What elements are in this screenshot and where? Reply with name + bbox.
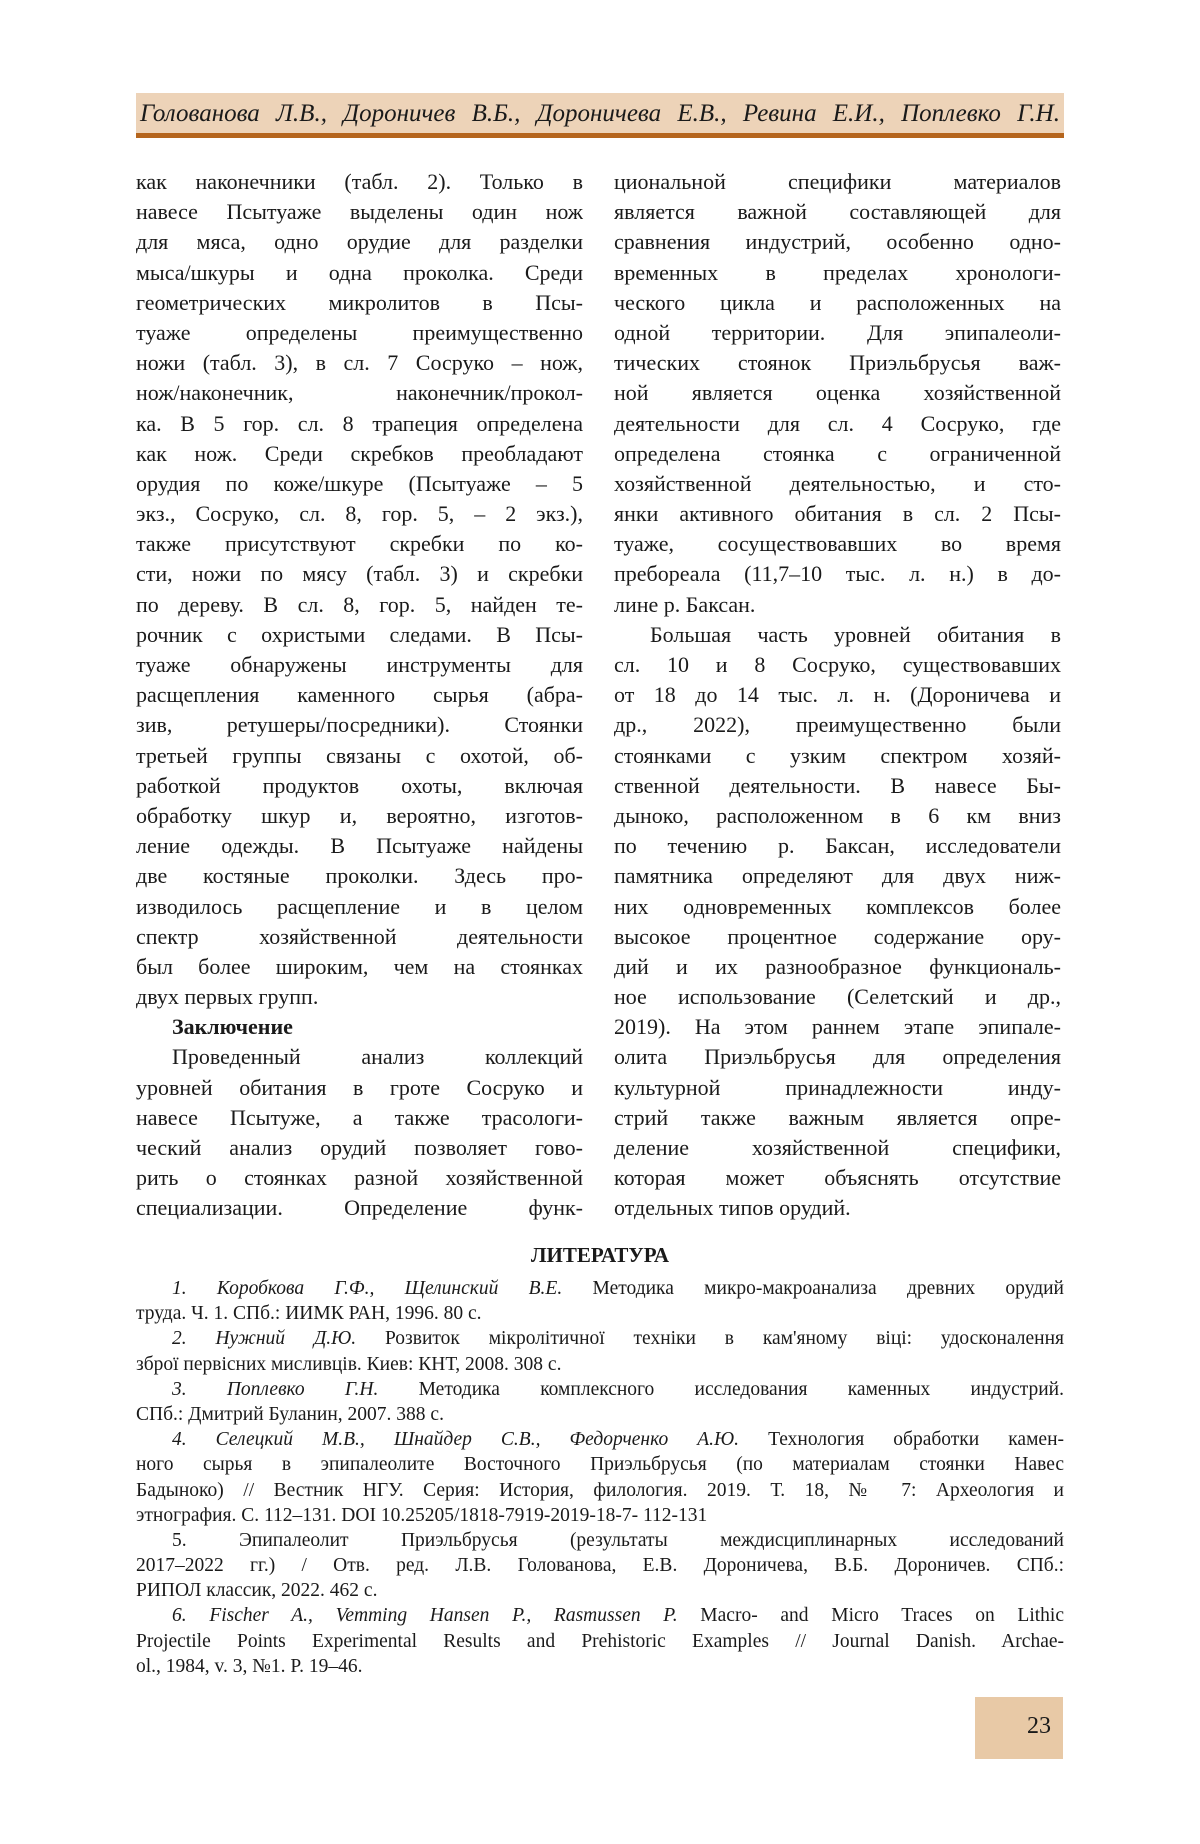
text-line: туаже определены преимущественно <box>136 318 583 348</box>
text-line: циональной специфики материалов <box>614 167 1061 197</box>
reference-text: РИПОЛ классик, 2022. 462 с. <box>136 1580 377 1601</box>
reference-line <box>136 1452 1064 1477</box>
text-line: мыса/шкуры и одна проколка. Среди <box>136 258 583 288</box>
reference-text: Методика комплексного исследования каменных индустрий. <box>378 1379 1064 1400</box>
text-line: работкой продуктов охоты, включая <box>136 771 583 801</box>
reference-text: этнография. С. 112–131. DOI 10.25205/1818-7919-2019-18-7- 112-131 <box>136 1505 707 1526</box>
text-line: от 18 до 14 тыс. л. н. (Дороничева и <box>614 680 1061 710</box>
text-line: нож/наконечник, наконечник/прокол- <box>136 378 583 408</box>
text-line: навесе Псытуже, а также трасологи- <box>136 1103 583 1133</box>
text-line: культурной принадлежности инду- <box>614 1073 1061 1103</box>
reference-authors: 3. Поплевко Г.Н. <box>172 1379 378 1400</box>
text-line: спектр хозяйственной деятельности <box>136 922 583 952</box>
text-line: сти, ножи по мясу (табл. 3) и скребки <box>136 559 583 589</box>
reference-line <box>136 1402 1064 1427</box>
reference-authors: 4. Селецкий М.В., Шнайдер С.В., Федорченко А.Ю. <box>172 1429 739 1450</box>
text-line: сравнения индустрий, особенно одно- <box>614 227 1061 257</box>
reference-text: зброї первісних мисливців. Киев: КНТ, 2008. 308 с. <box>136 1354 561 1375</box>
text-line: лине р. Баксан. <box>614 590 1061 620</box>
text-line: двух первых групп. <box>136 982 583 1012</box>
text-line: рить о стоянках разной хозяйственной <box>136 1163 583 1193</box>
text-line: туаже обнаружены инструменты для <box>136 650 583 680</box>
text-line: олита Приэльбрусья для определения <box>614 1042 1061 1072</box>
reference-text: Розвиток мікролітичної техніки в кам'яному віці: удосконалення <box>356 1328 1064 1349</box>
text-line: стрий также важным является опре- <box>614 1103 1061 1133</box>
text-line: тических стоянок Приэльбрусья важ- <box>614 348 1061 378</box>
text-line: янки активного обитания в сл. 2 Псы- <box>614 499 1061 529</box>
text-line: расщепления каменного сырья (абра- <box>136 680 583 710</box>
running-header-rule <box>136 133 1064 138</box>
text-line: отдельных типов орудий. <box>614 1193 1061 1223</box>
reference-line <box>136 1377 1064 1402</box>
text-line: дыноко, расположенном в 6 км вниз <box>614 801 1061 831</box>
reference-authors: 2. Нужний Д.Ю. <box>172 1328 356 1349</box>
text-line: ка. В 5 гор. сл. 8 трапеция определена <box>136 409 583 439</box>
text-line: дий и их разнообразное функциональ- <box>614 952 1061 982</box>
text-line: ной является оценка хозяйственной <box>614 378 1061 408</box>
text-line: которая может объяснять отсутствие <box>614 1163 1061 1193</box>
references-list <box>136 1276 1064 1679</box>
text-line: ческого цикла и расположенных на <box>614 288 1061 318</box>
text-line: специализации. Определение функ- <box>136 1193 583 1223</box>
text-line: как нож. Среди скребков преобладают <box>136 439 583 469</box>
text-line: две костяные проколки. Здесь про- <box>136 861 583 891</box>
reference-line <box>136 1603 1064 1628</box>
text-line: геометрических микролитов в Псы- <box>136 288 583 318</box>
text-line: уровней обитания в гроте Сосруко и <box>136 1073 583 1103</box>
reference-text: Технология обработки камен- <box>739 1429 1064 1450</box>
left-column <box>136 167 583 1224</box>
text-line: стоянками с узким спектром хозяй- <box>614 741 1061 771</box>
text-line: Большая часть уровней обитания в <box>614 620 1061 650</box>
running-header-authors: Голованова Л.В., Дороничев В.Б., Дороничева Е.В., Ревина Е.И., Поплевко Г.Н. <box>140 98 1060 130</box>
text-line: ственной деятельности. В навесе Бы- <box>614 771 1061 801</box>
reference-line <box>136 1352 1064 1377</box>
text-line: др., 2022), преимущественно были <box>614 710 1061 740</box>
text-line: хозяйственной деятельностью, и сто- <box>614 469 1061 499</box>
text-line: ное использование (Селетский и др., <box>614 982 1061 1012</box>
reference-line <box>136 1427 1064 1452</box>
text-line: высокое процентное содержание ору- <box>614 922 1061 952</box>
text-line: определена стоянка с ограниченной <box>614 439 1061 469</box>
reference-text: Macro- and Micro Traces on Lithic <box>678 1605 1064 1626</box>
reference-text: Бадыноко) // Вестник НГУ. Серия: История, филология. 2019. Т. 18, № 7: Археология и <box>136 1480 1064 1501</box>
text-line: пребореала (11,7–10 тыс. л. н.) в до- <box>614 559 1061 589</box>
reference-text: труда. Ч. 1. СПб.: ИИМК РАН, 1996. 80 с. <box>136 1303 482 1324</box>
text-line: деление хозяйственной специфики, <box>614 1133 1061 1163</box>
text-line: навесе Псытуаже выделены один нож <box>136 197 583 227</box>
reference-text: 2017–2022 гг.) / Отв. ред. Л.В. Голованова, Е.В. Дороничева, В.Б. Дороничев. СПб.: <box>136 1555 1064 1576</box>
text-line: обработку шкур и, вероятно, изготов- <box>136 801 583 831</box>
section-heading: Заключение <box>136 1012 583 1042</box>
text-line: одной территории. Для эпипалеоли- <box>614 318 1061 348</box>
text-line: сл. 10 и 8 Сосруко, существовавших <box>614 650 1061 680</box>
text-line: изводилось расщепление и в целом <box>136 892 583 922</box>
text-line: экз., Сосруко, сл. 8, гор. 5, – 2 экз.), <box>136 499 583 529</box>
reference-line <box>136 1553 1064 1578</box>
references-heading: ЛИТЕРАТУРА <box>136 1240 1064 1270</box>
reference-line <box>136 1301 1064 1326</box>
text-line: является важной составляющей для <box>614 197 1061 227</box>
reference-line <box>136 1578 1064 1603</box>
text-line: зив, ретушеры/посредники). Стоянки <box>136 710 583 740</box>
text-line: по течению р. Баксан, исследователи <box>614 831 1061 861</box>
page-number-box <box>975 1697 1063 1759</box>
reference-text: Projectile Points Experimental Results and Prehistoric Examples // Journal Danish. Archae- <box>136 1631 1064 1652</box>
text-line: был более широким, чем на стоянках <box>136 952 583 982</box>
text-line: временных в пределах хронологи- <box>614 258 1061 288</box>
text-line: для мяса, одно орудие для разделки <box>136 227 583 257</box>
page-number: 23 <box>1027 1711 1051 1741</box>
text-line: ление одежды. В Псытуаже найдены <box>136 831 583 861</box>
reference-text: ol., 1984, v. 3, №1. P. 19–46. <box>136 1656 362 1677</box>
reference-line <box>136 1478 1064 1503</box>
text-line: как наконечники (табл. 2). Только в <box>136 167 583 197</box>
text-line: по дереву. В сл. 8, гор. 5, найден те- <box>136 590 583 620</box>
text-line: также присутствуют скребки по ко- <box>136 529 583 559</box>
reference-authors: 1. Коробкова Г.Ф., Щелинский В.Е. <box>172 1278 562 1299</box>
text-line: ножи (табл. 3), в сл. 7 Сосруко – нож, <box>136 348 583 378</box>
text-line: рочник с охристыми следами. В Псы- <box>136 620 583 650</box>
text-line: них одновременных комплексов более <box>614 892 1061 922</box>
reference-line <box>136 1326 1064 1351</box>
reference-authors: 6. Fischer A., Vemming Hansen P., Rasmussen P. <box>172 1605 678 1626</box>
text-line: третьей группы связаны с охотой, об- <box>136 741 583 771</box>
reference-line <box>136 1503 1064 1528</box>
text-line: деятельности для сл. 4 Сосруко, где <box>614 409 1061 439</box>
reference-text: 5. Эпипалеолит Приэльбрусья (результаты междисциплинарных исследований <box>172 1530 1064 1551</box>
reference-line <box>136 1276 1064 1301</box>
text-line: 2019). На этом раннем этапе эпипале- <box>614 1012 1061 1042</box>
reference-text: Методика микро-макроанализа древних орудий <box>562 1278 1064 1299</box>
right-column <box>614 167 1061 1224</box>
text-line: орудия по коже/шкуре (Псытуаже – 5 <box>136 469 583 499</box>
text-line: Проведенный анализ коллекций <box>136 1042 583 1072</box>
reference-text: ного сырья в эпипалеолите Восточного Приэльбрусья (по материалам стоянки Навес <box>136 1454 1064 1475</box>
reference-line <box>136 1528 1064 1553</box>
text-line: ческий анализ орудий позволяет гово- <box>136 1133 583 1163</box>
text-line: памятника определяют для двух ниж- <box>614 861 1061 891</box>
reference-text: СПб.: Дмитрий Буланин, 2007. 388 с. <box>136 1404 444 1425</box>
text-line: туаже, сосуществовавших во время <box>614 529 1061 559</box>
reference-line <box>136 1654 1064 1679</box>
reference-line <box>136 1629 1064 1654</box>
